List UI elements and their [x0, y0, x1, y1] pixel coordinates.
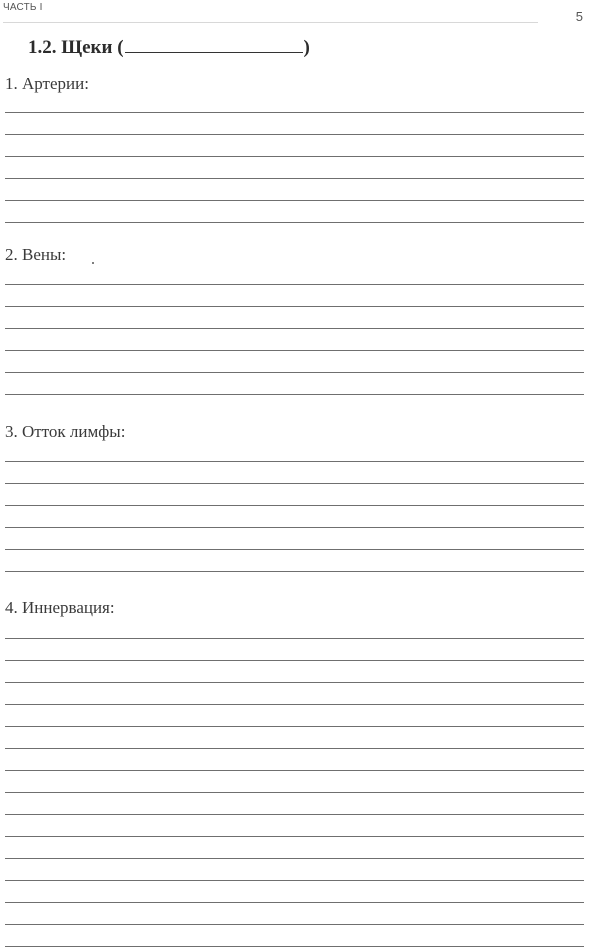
answer-line-veins[interactable] — [5, 372, 584, 373]
question-veins-label: 2. Вены: — [5, 245, 67, 264]
page-number: 5 — [575, 9, 583, 24]
answer-line-lymph[interactable] — [5, 483, 584, 484]
answer-line-innervation[interactable] — [5, 836, 584, 837]
answer-line-arteries[interactable] — [5, 222, 584, 223]
section-title-prefix: 1.2. Щеки ( — [28, 37, 124, 58]
running-header: ЧАСТЬ I — [3, 2, 43, 13]
answer-line-innervation[interactable] — [5, 814, 584, 815]
answer-line-arteries[interactable] — [5, 134, 584, 135]
answer-line-innervation[interactable] — [5, 902, 584, 903]
answer-line-lymph[interactable] — [5, 549, 584, 550]
answer-line-lymph[interactable] — [5, 461, 584, 462]
answer-line-innervation[interactable] — [5, 770, 584, 771]
section-title-blank[interactable] — [125, 36, 303, 53]
section-title-suffix: ) — [303, 37, 310, 58]
answer-line-innervation[interactable] — [5, 726, 584, 727]
header-rule — [3, 22, 538, 23]
answer-line-veins[interactable] — [5, 328, 584, 329]
answer-line-lymph[interactable] — [5, 527, 584, 528]
answer-line-arteries[interactable] — [5, 178, 584, 179]
answer-line-innervation[interactable] — [5, 638, 584, 639]
answer-line-arteries[interactable] — [5, 200, 584, 201]
answer-line-innervation[interactable] — [5, 704, 584, 705]
answer-line-innervation[interactable] — [5, 792, 584, 793]
answer-line-innervation[interactable] — [5, 660, 584, 661]
answer-line-innervation[interactable] — [5, 748, 584, 749]
answer-line-veins[interactable] — [5, 394, 584, 395]
speck — [92, 262, 94, 264]
answer-line-veins[interactable] — [5, 350, 584, 351]
answer-line-innervation[interactable] — [5, 924, 584, 925]
answer-line-lymph[interactable] — [5, 571, 584, 572]
answer-line-lymph[interactable] — [5, 505, 584, 506]
answer-line-innervation[interactable] — [5, 858, 584, 859]
section-title — [28, 36, 310, 59]
question-lymph-label: 3. Отток лимфы: — [5, 422, 126, 441]
answer-line-arteries[interactable] — [5, 156, 584, 157]
answer-line-innervation[interactable] — [5, 682, 584, 683]
question-arteries-label: 1. Артерии: — [5, 74, 89, 93]
answer-line-veins[interactable] — [5, 284, 584, 285]
answer-line-veins[interactable] — [5, 306, 584, 307]
question-innervation-label: 4. Иннервация: — [5, 598, 115, 617]
answer-line-arteries[interactable] — [5, 112, 584, 113]
answer-line-innervation[interactable] — [5, 880, 584, 881]
